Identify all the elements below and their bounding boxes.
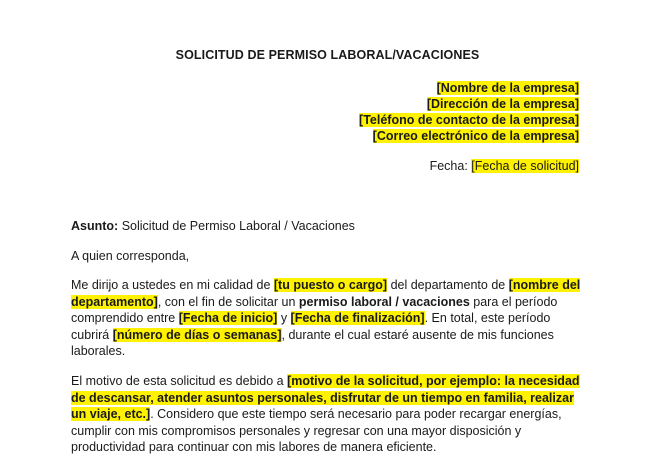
job-title-placeholder: [tu puesto o cargo] — [273, 278, 388, 292]
greeting: A quien corresponda, — [71, 249, 190, 263]
p1-text: , con el fin de solicitar un — [157, 294, 299, 309]
department-placeholder-end: departamento] — [71, 294, 158, 309]
date-placeholder: [Fecha de solicitud] — [471, 159, 579, 173]
date-label: Fecha: — [429, 159, 468, 173]
department-placeholder-start: [nombre del — [508, 278, 581, 292]
reason-placeholder-middle: de descansar, atender asuntos personales, disfrutar de un tiempo en familia, realizar — [71, 390, 574, 405]
reason-placeholder-end: un viaje, etc.] — [71, 407, 151, 421]
company-email-placeholder: [Correo electrónico de la empresa] — [372, 129, 579, 143]
reason-placeholder-start: [motivo de la solicitud, por ejemplo: la necesidad — [287, 374, 580, 388]
p1-text: cubrirá — [71, 327, 113, 342]
paragraph-request — [71, 277, 583, 360]
document-title: SOLICITUD DE PERMISO LABORAL/VACACIONES — [175, 48, 480, 62]
date-line — [430, 158, 579, 174]
company-address-placeholder: [Dirección de la empresa] — [426, 97, 579, 111]
p2-text: . Considero que este tiempo será necesario para poder recargar energías, — [150, 407, 562, 421]
p2-text: productividad para continuar con mis labores de manera eficiente. — [71, 440, 437, 454]
duration-placeholder: [número de días o semanas] — [112, 327, 282, 342]
subject-text: Solicitud de Permiso Laboral / Vacaciones — [121, 219, 355, 233]
p1-text: Me dirijo a ustedes en mi calidad de — [71, 278, 274, 292]
end-date-placeholder: [Fecha de finalización] — [290, 311, 425, 325]
start-date-placeholder: [Fecha de inicio] — [178, 311, 278, 325]
p1-text: laborales. — [71, 344, 126, 358]
company-name-placeholder: [Nombre de la empresa] — [436, 81, 579, 95]
paragraph-reason — [71, 373, 583, 456]
p1-text: . En total, este período — [424, 311, 551, 325]
p2-text: El motivo de esta solicitud es debido a — [71, 374, 288, 388]
p1-text: del departamento de — [387, 278, 509, 292]
subject-line — [71, 218, 583, 235]
p1-text: para el período — [469, 294, 558, 309]
p1-text: comprendido entre — [71, 311, 179, 325]
subject-label: Asunto: — [71, 219, 119, 233]
company-phone-placeholder: [Teléfono de contacto de la empresa] — [359, 113, 579, 127]
permit-type: permiso laboral / vacaciones — [298, 294, 470, 309]
p1-text: , durante el cual estaré ausente de mis funciones — [281, 327, 554, 342]
p2-text: cumplir con mis compromisos personales y regresar con una mayor disposición y — [71, 423, 522, 438]
p1-text: y — [277, 311, 291, 325]
